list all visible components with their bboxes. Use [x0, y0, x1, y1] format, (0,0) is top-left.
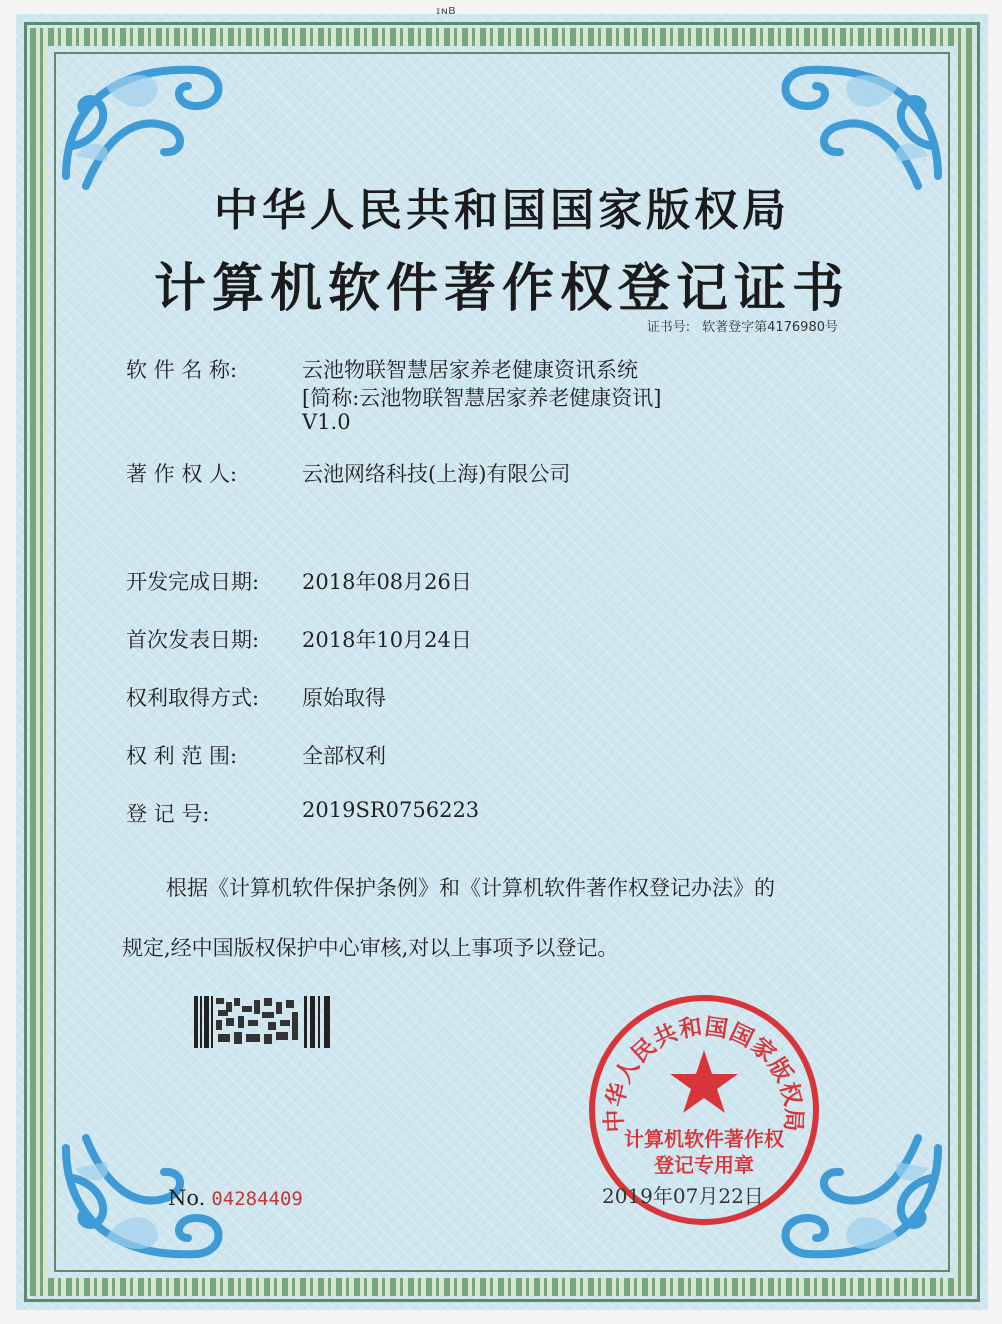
certificate — [16, 14, 988, 1310]
handwritten-note: ᶦᶰᴮ — [436, 4, 456, 25]
software-name-value: 云池物联智慧居家养老健康资讯系统 — [302, 358, 638, 382]
issue-date: 2019年07月22日 — [602, 1184, 764, 1208]
copyright-owner-label: 著 作 权 人: — [126, 462, 238, 486]
software-name-label: 软 件 名 称: — [126, 358, 238, 382]
barcode — [194, 996, 334, 1048]
issuing-office-title: 中华人民共和国国家版权局 — [214, 185, 790, 236]
dev-completion-value: 2018年08月26日 — [302, 570, 472, 594]
acquisition-label: 权利取得方式: — [126, 686, 260, 710]
serial-number — [168, 1186, 303, 1210]
acquisition-value: 原始取得 — [302, 686, 386, 710]
first-publish-label: 首次发表日期: — [126, 628, 260, 652]
star-icon — [670, 1050, 738, 1113]
registration-number-value: 2019SR0756223 — [302, 798, 480, 822]
statement-line-2: 规定,经中国版权保护中心审核,对以上事项予以登记。 — [122, 936, 619, 960]
software-version: V1.0 — [302, 410, 351, 434]
certificate-number-label: 证书号: — [646, 320, 691, 335]
certificate-number — [635, 316, 838, 335]
seal-inner-line-1: 计算机软件著作权 — [624, 1127, 784, 1151]
seal-inner-line-2: 登记专用章 — [654, 1153, 754, 1177]
certificate-title: 计算机软件著作权登记证书 — [153, 258, 850, 319]
certificate-number-value: 软著登字第4176980号 — [702, 320, 838, 335]
seal-outer-text: 中华人民共和国国家版权局 — [600, 1013, 808, 1133]
dev-completion-label: 开发完成日期: — [126, 570, 260, 594]
statement-line-1: 根据《计算机软件保护条例》和《计算机软件著作权登记办法》的 — [166, 876, 775, 900]
copyright-owner-value: 云池网络科技(上海)有限公司 — [302, 462, 571, 486]
registration-number-label: 登 记 号: — [126, 802, 210, 826]
rights-scope-label: 权 利 范 围: — [126, 744, 238, 768]
rights-scope-value: 全部权利 — [302, 744, 386, 768]
software-short-name: [简称:云池物联智慧居家养老健康资讯] — [302, 386, 662, 410]
serial-label: No. — [168, 1186, 206, 1210]
first-publish-value: 2018年10月24日 — [302, 628, 472, 652]
serial-value: 04284409 — [211, 1188, 303, 1210]
